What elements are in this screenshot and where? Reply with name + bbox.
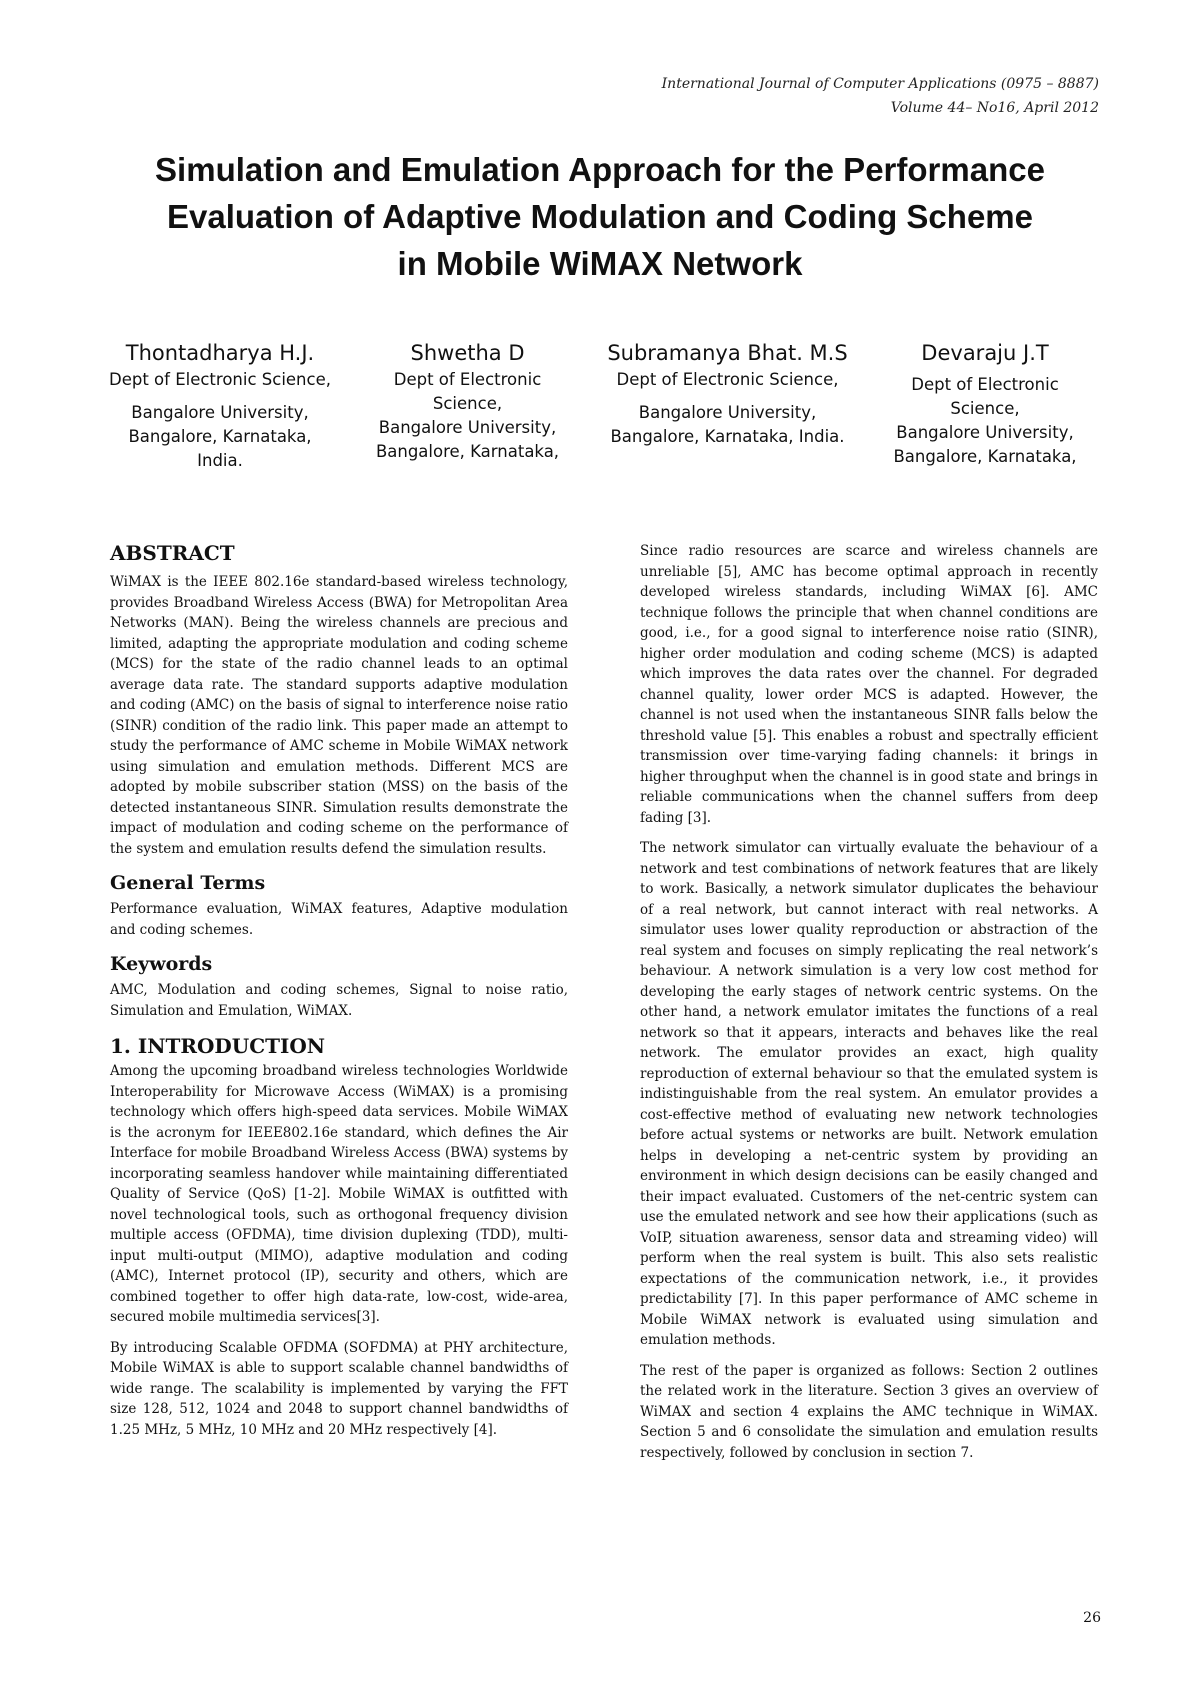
author-affiliation-line: India. xyxy=(197,451,243,470)
left-column xyxy=(110,538,568,1450)
right-paragraph-3: The rest of the paper is organized as follows: Section 2 outlines the related work in the literature. Section 3 gives an overview of WiMAX and section 4 explains the AMC technique in WiMAX. Section 5 and 6 consolidate the simulation and emulation results respectively, followed by conclusion in section 7. xyxy=(640,1362,1098,1461)
title-line-3: in Mobile WiMAX Network xyxy=(397,245,803,282)
right-paragraph-1: Since radio resources are scarce and wireless channels are unreliable [5], AMC has become optimal approach in recently developed wireless standards, including WiMAX [6]. AMC technique follows the principle that when channel conditions are good, i.e., for a good signal to interference noise ratio (SINR), higher order modulation and coding scheme (MCS) is adapted which improves the data rates over the channel. For degraded channel quality, lower order MCS is adapted. However, the channel is not used when the instantaneous SINR falls below the threshold value [5]. This enables a robust and spectrally efficient transmission over time-varying fading channels: it brings in higher throughput when the channel is in good state and brings in reliable communications when the channel suffers from deep fading [3]. xyxy=(640,543,1098,826)
author-affiliation-line: Bangalore, Karnataka, xyxy=(128,427,312,446)
author-affiliation-line: Bangalore University, xyxy=(378,418,557,437)
abstract-heading: ABSTRACT xyxy=(110,541,235,565)
journal-volume: Volume 44– No16, April 2012 xyxy=(890,100,1099,116)
author-affiliation-line: Bangalore, Karnataka, xyxy=(375,442,560,461)
paper-title xyxy=(100,146,1100,287)
author-affiliation-line: Science, xyxy=(950,399,1020,418)
general-terms-text: Performance evaluation, WiMAX features, Adaptive modulation and coding schemes. xyxy=(110,901,568,938)
author-name: Subramanya Bhat. M.S xyxy=(607,341,848,365)
introduction-heading: 1. INTRODUCTION xyxy=(110,1034,326,1058)
journal-header xyxy=(662,72,1099,120)
keywords-text: AMC, Modulation and coding schemes, Signal to noise ratio, Simulation and Emulation, WiMAX. xyxy=(110,982,568,1019)
author-name: Thontadharya H.J. xyxy=(125,341,315,365)
right-column xyxy=(640,541,1098,1473)
author-name: Devaraju J.T xyxy=(921,341,1049,365)
title-line-2: Evaluation of Adaptive Modulation and Coding Scheme xyxy=(167,198,1033,235)
author-affiliation-line: Dept of Electronic Science, xyxy=(109,370,331,389)
title-line-1: Simulation and Emulation Approach for the Performance xyxy=(155,151,1045,188)
author-3 xyxy=(595,338,860,449)
author-affiliation-line: Dept of Electronic xyxy=(393,370,542,389)
author-4 xyxy=(870,338,1100,469)
author-1 xyxy=(100,338,340,473)
author-affiliation-line: Bangalore University, xyxy=(638,403,817,422)
abstract-text: WiMAX is the IEEE 802.16e standard-based wireless technology, provides Broadband Wireless Access (BWA) for Metropolitan Area Networks (MAN). Being the wireless channels are precious and limited, adapting the appropriate modulation and coding scheme (MCS) for the state of the radio channel leads to an optimal average data rate. The standard supports adaptive modulation and coding (AMC) on the basis of signal to interference noise ratio (SINR) condition of the radio link. This paper made an attempt to study the performance of AMC scheme in Mobile WiMAX network using simulation and emulation methods. Different MCS are adopted by mobile subscriber station (MSS) on the basis of the detected instantaneous SINR. Simulation results demonstrate the impact of modulation and coding scheme on the performance of the system and emulation results defend the simulation results. xyxy=(110,574,568,857)
author-affiliation-line: Bangalore University, xyxy=(896,423,1074,442)
author-affiliation-line: Dept of Electronic Science, xyxy=(616,370,839,389)
introduction-paragraph-2: By introducing Scalable OFDMA (SOFDMA) at PHY architecture, Mobile WiMAX is able to support scalable channel bandwidths of wide range. The scalability is implemented by varying the FFT size 128, 512, 1024 and 2048 to support channel bandwidths of 1.25 MHz, 5 MHz, 10 MHz and 20 MHz respectively [4]. xyxy=(110,1339,568,1438)
author-affiliation-line: Science, xyxy=(432,394,503,413)
general-terms-heading: General Terms xyxy=(110,872,266,894)
author-affiliation-line: Dept of Electronic xyxy=(911,375,1059,394)
introduction-paragraph-1: Among the upcoming broadband wireless technologies Worldwide Interoperability for Microwave Access (WiMAX) is a promising technology which offers high-speed data services. Mobile WiMAX is the acronym for IEEE802.16e standard, which defines the Air Interface for mobile Broadband Wireless Access (BWA) systems by incorporating seamless handover while maintaining differentiated Quality of Service (QoS) [1-2]. Mobile WiMAX is outfitted with novel technological tools, such as orthogonal frequency division multiple access (OFDMA), time division duplexing (TDD), multi-input multi-output (MIMO), adaptive modulation and coding (AMC), Internet protocol (IP), security and others, which are combined together to offer high data-rate, low-cost, wide-area, secured mobile multimedia services[3]. xyxy=(110,1063,568,1325)
keywords-heading: Keywords xyxy=(110,953,213,975)
right-paragraph-2: The network simulator can virtually evaluate the behaviour of a network and test combinations of network features that are likely to work. Basically, a network simulator duplicates the behaviour of a real network, but cannot interact with real networks. A simulator uses lower quality reproduction or abstraction of the real system and focuses on simply replicating the real network’s behaviour. A network simulation is a very low cost method for developing the early stages of network centric systems. On the other hand, a network emulator imitates the functions of a real network so that it appears, interacts and behaves like the real network. The emulator provides an exact, high quality reproduction of external behaviour so that the emulated system is indistinguishable from the real system. An emulator provides a cost-effective method of evaluating new network technologies before actual systems or networks are built. Network emulation helps in developing a net-centric system by providing an environment in which design decisions can be easily changed and their impact evaluated. Customers of the net-centric system can use the emulated network and see how their applications (such as VoIP, situation awareness, sensor data and streaming video) will perform when the real system is built. This also sets realistic expectations of the communication network, i.e., it provides predictability [7]. In this paper performance of AMC scheme in Mobile WiMAX network is evaluated using simulation and emulation methods. xyxy=(640,840,1098,1348)
author-affiliation-line: Bangalore, Karnataka, India. xyxy=(610,427,845,446)
page-number: 26 xyxy=(1083,1610,1101,1626)
author-affiliation-line: Bangalore University, xyxy=(131,403,309,422)
author-affiliation-line: Bangalore, Karnataka, xyxy=(893,447,1077,466)
author-name: Shwetha D xyxy=(410,341,525,365)
journal-name: International Journal of Computer Applications (0975 – 8887) xyxy=(661,76,1099,92)
author-2 xyxy=(355,338,580,464)
